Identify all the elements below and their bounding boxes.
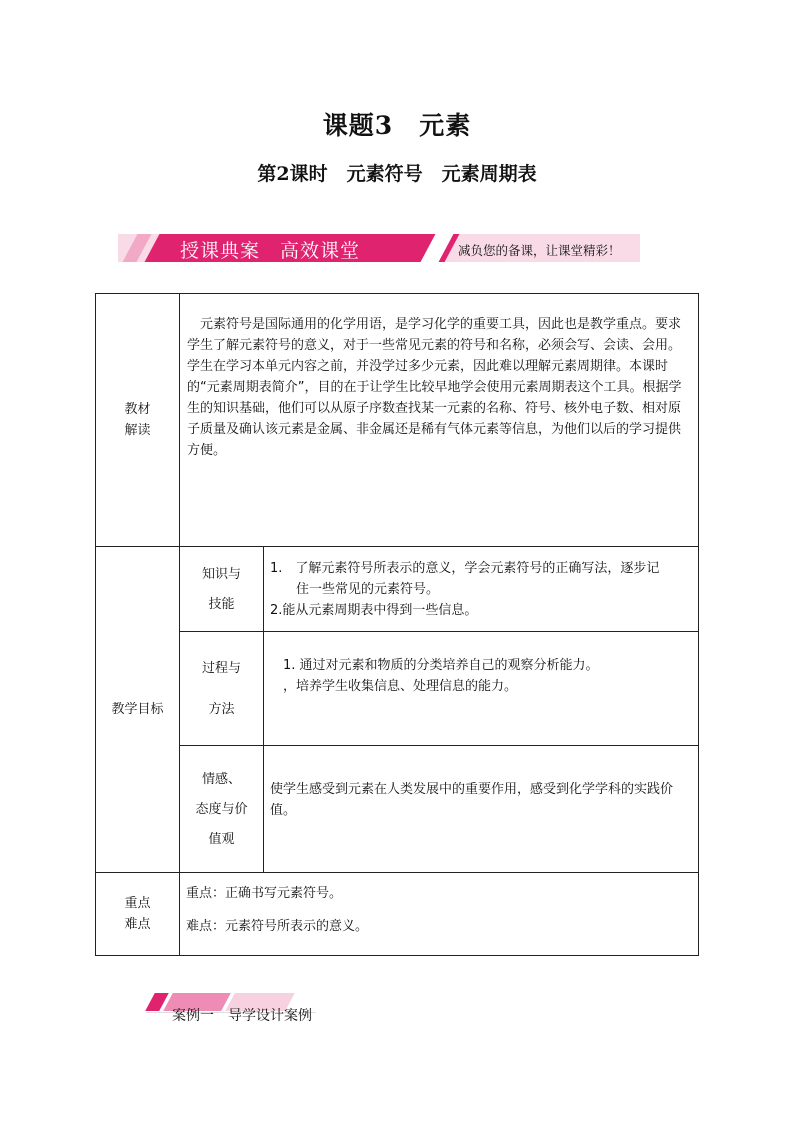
objective-content-knowledge	[264, 547, 699, 632]
material-header-line1: 教材	[124, 402, 151, 417]
objective-line: ，培养学生收集信息、处理信息的能力。	[270, 678, 518, 694]
section-banner	[118, 234, 640, 262]
material-header-line2: 解读	[124, 423, 151, 438]
objective-label-line: 值观	[208, 831, 235, 847]
objective-line: 住一些常见的元素符号。	[270, 581, 440, 597]
objective-content-process	[264, 632, 699, 746]
objective-content-attitude	[264, 746, 699, 873]
lesson-title: 课题3 元素	[322, 111, 472, 140]
lesson-plan-table	[95, 293, 699, 956]
objective-label-knowledge	[180, 547, 264, 632]
objective-label-line: 知识与	[201, 566, 241, 582]
objective-line: 2.能从元素周期表中得到一些信息。	[270, 602, 478, 618]
material-paragraph: 学生在学习本单元内容之前，并没学过多少元素，因此难以理解元素周期律。本课时的“元素周期表简介”，目的在于让学生比较早地学会使用元素周期表这个工具。根据学生的知识基础，他们可以从原子序数查找某一元素的名称、符号、核外电子数、相对原子质量及确认该元素是金属、非金属还是稀有气体元素等信息，为他们以后的学习提供方便。	[187, 359, 682, 458]
material-paragraph: 元素符号是国际通用的化学用语，是学习化学的重要工具，因此也是教学重点。要求学生了解元素符号的意义，对于一些常见元素的符号和名称，必须会写、会读、会用。	[187, 317, 682, 353]
case-label: 案例一 导学设计案例	[172, 1008, 312, 1024]
objective-line: 使学生感受到元素在人类发展中的重要作用，感受到化学学科的实践价值。	[270, 782, 674, 818]
banner-slogan: 减负您的备课，让课堂精彩！	[458, 243, 621, 258]
objective-label-line: 技能	[208, 596, 235, 612]
case-section-header	[146, 993, 326, 1023]
key-points-content	[180, 873, 699, 956]
key-points-row	[96, 873, 699, 956]
objective-row	[96, 547, 699, 632]
lesson-subtitle: 第2课时 元素符号 元素周期表	[257, 163, 537, 185]
key-points-header-line1: 重点	[124, 896, 151, 911]
objective-line: 1. 通过对元素和物质的分类培养自己的观察分析能力。	[270, 657, 599, 673]
difficult-point-text: 难点：元素符号所表示的意义。	[186, 919, 369, 934]
key-point-text: 重点：正确书写元素符号。	[186, 886, 343, 901]
material-content	[180, 294, 699, 547]
objectives-header: 教学目标	[96, 547, 180, 873]
objective-line: 1. 了解元素符号所表示的意义，学会元素符号的正确写法，逐步记	[270, 560, 660, 576]
objective-label-attitude	[180, 746, 264, 873]
material-header	[96, 294, 180, 547]
material-row	[96, 294, 699, 547]
objective-row	[96, 632, 699, 746]
key-points-header	[96, 873, 180, 956]
objective-label-process	[180, 632, 264, 746]
objective-row	[96, 746, 699, 873]
objective-label-line: 方法	[208, 701, 235, 717]
banner-title: 授课典案 高效课堂	[180, 240, 361, 262]
key-points-header-line2: 难点	[124, 917, 151, 932]
objective-label-line: 态度与价	[195, 801, 248, 817]
objective-label-line: 情感、	[201, 771, 241, 787]
objective-label-line: 过程与	[201, 660, 241, 676]
